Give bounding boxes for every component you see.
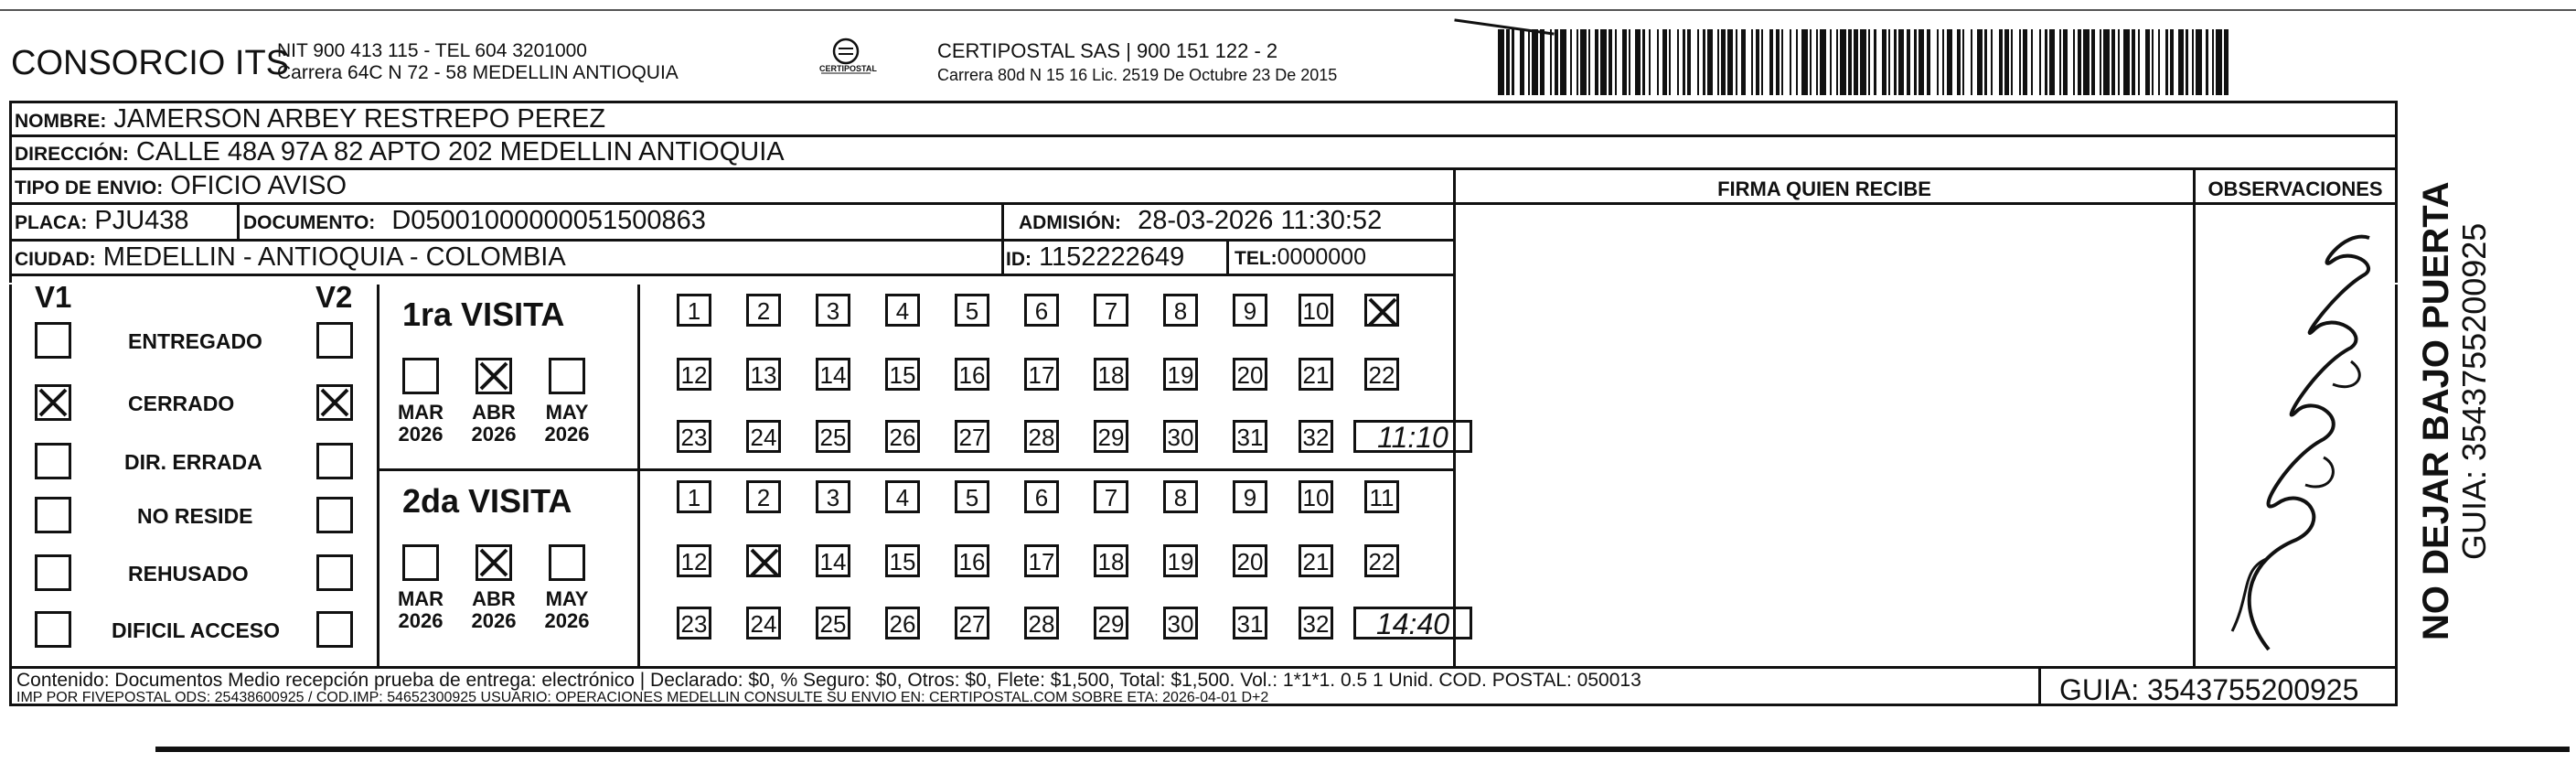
status-v2-checkbox[interactable]: [316, 384, 353, 421]
barcode-bar: [2196, 29, 2202, 95]
certipostal-logo-text: CERTIPOSTAL: [819, 64, 877, 73]
nombre-row: [15, 105, 605, 135]
barcode-bar: [1609, 29, 1612, 95]
visit-day-box[interactable]: 8: [1163, 294, 1198, 327]
footer-guia: GUIA: 3543755200925: [2059, 673, 2359, 706]
visit-day-box[interactable]: 28: [1024, 420, 1059, 453]
barcode-bar: [2073, 29, 2075, 95]
visit-day-box[interactable]: 29: [1094, 607, 1128, 639]
documento-row: [243, 207, 706, 237]
id-label: ID:: [1006, 249, 1031, 270]
visit-day-box[interactable]: 10: [1299, 294, 1333, 327]
certipostal-logo: [814, 37, 878, 82]
barcode-bar: [1820, 29, 1826, 95]
visit-row-divider: [377, 468, 1456, 471]
visit-day-box[interactable]: 21: [1299, 544, 1333, 577]
barcode-bar: [2078, 29, 2081, 95]
barcode-bar: [1703, 29, 1705, 95]
firma-label: FIRMA QUIEN RECIBE: [1717, 177, 1931, 200]
visit-day-box[interactable]: 8: [1163, 480, 1198, 513]
recipient-signature: [2196, 210, 2388, 668]
barcode-bar: [1962, 29, 1964, 95]
barcode-bar: [2019, 29, 2021, 95]
barcode-bar: [1769, 29, 1773, 95]
barcode-bar: [1741, 29, 1745, 95]
barcode-bar: [1721, 29, 1725, 95]
placa-label: PLACA:: [15, 212, 88, 233]
barcode-bar: [2158, 29, 2160, 95]
status-divider: [377, 285, 379, 666]
documento-label: DOCUMENTO:: [243, 212, 376, 233]
barcode-bar: [2152, 29, 2154, 95]
barcode-bar: [1874, 29, 1876, 95]
barcode-bar: [2132, 29, 2135, 95]
field-divider: [237, 202, 240, 239]
admision-label: ADMISIÓN:: [1019, 212, 1121, 233]
barcode-bar: [1914, 29, 1916, 95]
visit-month-checkbox[interactable]: [549, 544, 585, 581]
barcode-bar: [1642, 29, 1644, 95]
visit-day-box[interactable]: 7: [1094, 480, 1128, 513]
barcode-bar: [1580, 29, 1587, 95]
visit-month-label: MAY: [545, 587, 589, 610]
visit-day-box[interactable]: 27: [955, 420, 989, 453]
visit-day-box[interactable]: 16: [955, 358, 989, 391]
side-guia: GUIA: 3543755200925: [2455, 222, 2493, 560]
barcode-bar: [2216, 29, 2222, 95]
tipo-row: [15, 172, 347, 202]
barcode-bar: [2206, 29, 2207, 95]
barcode-bar: [1854, 29, 1857, 95]
barcode-bar: [1669, 29, 1671, 95]
visit-day-box[interactable]: 9: [1233, 294, 1267, 327]
barcode-bar: [2145, 29, 2149, 95]
barcode-bar: [1830, 29, 1832, 95]
status-v2-checkbox[interactable]: [316, 322, 353, 359]
barcode-bar: [2045, 29, 2047, 95]
barcode-bar: [1570, 29, 1572, 95]
ciudad-value: MEDELLIN - ANTIOQUIA - COLOMBIA: [102, 242, 566, 272]
barcode-bar: [1957, 29, 1961, 95]
visit-year-label: 2026: [471, 423, 517, 446]
nombre-value: JAMERSON ARBEY RESTREPO PEREZ: [113, 104, 606, 134]
barcode-bar: [1697, 29, 1699, 95]
visit-month-checkbox[interactable]: [402, 358, 439, 394]
visit-day-box[interactable]: [1364, 294, 1399, 327]
barcode-bar: [2111, 29, 2115, 95]
barcode-bar: [1512, 29, 1513, 95]
visit-day-box[interactable]: 30: [1163, 607, 1198, 639]
status-v1-checkbox[interactable]: [35, 384, 71, 421]
visit-day-box[interactable]: 16: [955, 544, 989, 577]
barcode-bar: [2178, 29, 2185, 95]
status-label: DIR. ERRADA: [124, 450, 262, 474]
tipo-label: TIPO DE ENVIO:: [15, 177, 164, 199]
barcode-bar: [2059, 29, 2061, 95]
barcode-bar: [2100, 29, 2101, 95]
barcode-bar: [1506, 29, 1510, 95]
barcode-bar: [1810, 29, 1812, 95]
status-v1-checkbox[interactable]: [35, 497, 71, 533]
barcode-bar: [1687, 29, 1691, 95]
barcode-bar: [1736, 29, 1737, 95]
visit-time-box[interactable]: 11:10: [1353, 420, 1472, 453]
barcode-bar: [1677, 29, 1679, 95]
barcode-bar: [1649, 29, 1651, 95]
certipostal-address: Carrera 80d N 15 16 Lic. 2519 De Octubre 23 De 2015: [937, 66, 1338, 84]
barcode-bar: [1727, 29, 1734, 95]
barcode-bar: [1555, 29, 1558, 95]
barcode-bar: [1707, 29, 1714, 95]
barcode-bar: [1971, 29, 1972, 95]
visit-day-box[interactable]: 18: [1094, 544, 1128, 577]
barcode-bar: [1801, 29, 1808, 95]
visit-title: 1ra VISITA: [402, 296, 565, 333]
barcode-bar: [2170, 29, 2174, 95]
visit-day-box[interactable]: 1: [677, 480, 711, 513]
tel-row: [1235, 243, 1366, 273]
visit-month-checkbox[interactable]: [476, 358, 512, 394]
visit-day-box[interactable]: 24: [746, 607, 781, 639]
visit-day-box[interactable]: 14: [816, 358, 850, 391]
visit-day-box[interactable]: 23: [677, 420, 711, 453]
status-label: NO RESIDE: [137, 504, 253, 528]
placa-row: [15, 207, 189, 237]
frame-right-edge: [2395, 101, 2398, 706]
visit-day-box[interactable]: 5: [955, 480, 989, 513]
barcode-bar: [1615, 29, 1617, 95]
barcode-bar: [1907, 29, 1910, 95]
barcode-bar: [2186, 29, 2187, 95]
field-divider: [1001, 202, 1004, 274]
visit-time-box[interactable]: 14:40: [1353, 607, 1472, 639]
visit-month-checkbox[interactable]: [402, 544, 439, 581]
tipo-value: OFICIO AVISO: [170, 171, 347, 200]
barcode-bar: [2138, 29, 2140, 95]
barcode-bar: [2023, 29, 2026, 95]
footer-print-info: IMP POR FIVEPOSTAL ODS: 25438600925 / COD.IMP: 54652300925 USUARIO: OPERACIONES MEDELLIN CONSULTE SU ENVIO EN: CERTIPOSTAL.COM SOBRE ETA: 2026-04-01 D+2: [16, 690, 1269, 705]
visit-day-box[interactable]: 12: [677, 358, 711, 391]
direccion-row: [15, 138, 785, 168]
barcode-bar: [1999, 29, 2003, 95]
visit-day-box[interactable]: 17: [1024, 358, 1059, 391]
visit-day-box[interactable]: 14: [816, 544, 850, 577]
barcode-bar: [1595, 29, 1598, 95]
barcode-bar: [1629, 29, 1630, 95]
visit-day-box[interactable]: 20: [1233, 358, 1267, 391]
visit-day-box[interactable]: 1: [677, 294, 711, 327]
visit-year-label: 2026: [471, 609, 517, 632]
certipostal-logo-icon: [814, 37, 878, 82]
visit-day-box[interactable]: 2: [746, 480, 781, 513]
barcode-bar: [2011, 29, 2013, 95]
visit-day-box[interactable]: 30: [1163, 420, 1198, 453]
visit-day-box[interactable]: 5: [955, 294, 989, 327]
barcode-bar: [1751, 29, 1753, 95]
status-label: CERRADO: [128, 392, 235, 415]
barcode-bar: [1898, 29, 1905, 95]
barcode-bar: [2083, 29, 2090, 95]
barcode-bar: [2031, 29, 2033, 95]
visit-day-box[interactable]: 26: [885, 420, 920, 453]
visit-day-box[interactable]: 26: [885, 607, 920, 639]
visit-day-box[interactable]: 28: [1024, 607, 1059, 639]
visit-day-box[interactable]: 24: [746, 420, 781, 453]
visit-day-box[interactable]: 32: [1299, 607, 1333, 639]
barcode-bar: [2091, 29, 2095, 95]
status-v1-checkbox[interactable]: [35, 611, 71, 648]
barcode-bar: [1577, 29, 1578, 95]
status-v1-checkbox[interactable]: [35, 443, 71, 479]
barcode-bar: [1540, 29, 1544, 95]
visit-year-label: 2026: [544, 609, 590, 632]
barcode-bar: [1528, 29, 1530, 95]
ciudad-row: [15, 243, 566, 274]
footer-contents: Contenido: Documentos Medio recepción prueba de entrega: electrónico | Declarado: $0, % Seguro: $0, Otros: $0, Flete: $1,500, Total: $1,500. Vol.: 1*1*1. 0.5 1 Unid. COD. POSTAL: 050013: [16, 670, 1641, 691]
visit-day-box[interactable]: 11: [1364, 480, 1399, 513]
visit-day-box[interactable]: 3: [816, 294, 850, 327]
visit-month-label: ABR: [472, 401, 516, 424]
visit-day-box[interactable]: 23: [677, 607, 711, 639]
barcode-bar: [1984, 29, 1986, 95]
visit-year-label: 2026: [398, 423, 444, 446]
visit-day-box[interactable]: 10: [1299, 480, 1333, 513]
visit-day-box[interactable]: 19: [1163, 358, 1198, 391]
barcode-bar: [2103, 29, 2110, 95]
visit-month-label: MAR: [397, 587, 444, 610]
visit-day-box[interactable]: 6: [1024, 294, 1059, 327]
barcode-bar: [2192, 29, 2194, 95]
visit-day-box[interactable]: 31: [1233, 607, 1267, 639]
status-v2-checkbox[interactable]: [316, 554, 353, 591]
barcode-bar: [1683, 29, 1684, 95]
barcode-bar: [1532, 29, 1538, 95]
visit-day-box[interactable]: 25: [816, 420, 850, 453]
admision-row: [1019, 207, 1382, 237]
tel-value: 0000000: [1277, 244, 1366, 270]
row-divider: [9, 202, 2398, 205]
visit-day-box[interactable]: 21: [1299, 358, 1333, 391]
visit-day-box[interactable]: 4: [885, 480, 920, 513]
barcode-bar: [1937, 29, 1939, 95]
visit-day-box[interactable]: 32: [1299, 420, 1333, 453]
visit-day-box[interactable]: 2: [746, 294, 781, 327]
barcode-bar: [1888, 29, 1890, 95]
direccion-value: CALLE 48A 97A 82 APTO 202 MEDELLIN ANTIOQUIA: [135, 137, 785, 167]
barcode-bar: [1560, 29, 1566, 95]
visit-month-label: ABR: [472, 587, 516, 610]
barcode-bar: [1662, 29, 1666, 95]
visit-day-box[interactable]: 4: [885, 294, 920, 327]
barcode-bar: [1947, 29, 1953, 95]
visit-month-label: MAY: [545, 401, 589, 424]
barcode-bar: [1927, 29, 1930, 95]
bottom-edge-line: [155, 747, 2570, 752]
visit-day-box[interactable]: 12: [677, 544, 711, 577]
barcode-bar: [1498, 29, 1504, 95]
status-label: REHUSADO: [128, 562, 249, 586]
visit-day-box[interactable]: 27: [955, 607, 989, 639]
side-warning: NO DEJAR BAJO PUERTA: [2416, 181, 2456, 640]
barcode-bar: [1840, 29, 1846, 95]
visit-day-box[interactable]: 9: [1233, 480, 1267, 513]
visit-day-box[interactable]: 22: [1364, 544, 1399, 577]
barcode-bar: [1790, 29, 1791, 95]
barcode-bar: [1600, 29, 1607, 95]
top-edge-line: [0, 9, 2576, 11]
visit-day-box[interactable]: 29: [1094, 420, 1128, 453]
visit-day-box[interactable]: 31: [1233, 420, 1267, 453]
barcode-bar: [1836, 29, 1838, 95]
barcode-bar: [2004, 29, 2008, 95]
barcode-bar: [1550, 29, 1552, 95]
visit-title: 2da VISITA: [402, 482, 572, 520]
visit-day-box[interactable]: 18: [1094, 358, 1128, 391]
nombre-label: NOMBRE:: [15, 111, 107, 132]
barcode-bar: [1717, 29, 1719, 95]
visit-month-checkbox[interactable]: [476, 544, 512, 581]
row-divider: [9, 274, 1456, 276]
barcode-bar: [1635, 29, 1641, 95]
barcode-bar: [1520, 29, 1523, 95]
tel-label: TEL:: [1235, 248, 1277, 269]
visit-day-box[interactable]: 20: [1233, 544, 1267, 577]
status-label: DIFICIL ACCESO: [112, 618, 281, 642]
row-spacer: [9, 283, 2398, 285]
visit-day-box[interactable]: 7: [1094, 294, 1128, 327]
barcode-bar: [1860, 29, 1866, 95]
ciudad-label: CIUDAD:: [15, 249, 96, 270]
visit-day-box[interactable]: 3: [816, 480, 850, 513]
id-value: 1152222649: [1039, 242, 1185, 272]
barcode-bar: [1657, 29, 1659, 95]
visit-day-box[interactable]: 15: [885, 358, 920, 391]
barcode-bar: [1942, 29, 1944, 95]
visit-year-label: 2026: [544, 423, 590, 446]
certipostal-info: CERTIPOSTAL SAS | 900 151 122 - 2: [937, 39, 1278, 62]
barcode: [1498, 29, 2229, 95]
visit-year-label: 2026: [398, 609, 444, 632]
status-v1-checkbox[interactable]: [35, 322, 71, 359]
barcode-bar: [2049, 29, 2056, 95]
barcode-bar: [1848, 29, 1852, 95]
observaciones-label: OBSERVACIONES: [2207, 177, 2383, 200]
admision-value: 28-03-2026 11:30:52: [1138, 206, 1383, 235]
barcode-bar: [2123, 29, 2130, 95]
barcode-bar: [1882, 29, 1886, 95]
documento-value: D05001000000051500863: [391, 206, 706, 235]
direccion-label: DIRECCIÓN:: [15, 144, 129, 165]
barcode-bar: [1761, 29, 1763, 95]
status-v1-checkbox[interactable]: [35, 554, 71, 591]
barcode-bar: [1622, 29, 1626, 95]
barcode-bar: [2165, 29, 2167, 95]
barcode-bar: [1868, 29, 1870, 95]
barcode-bar: [2063, 29, 2067, 95]
placa-value: PJU438: [94, 206, 189, 235]
status-v2-checkbox[interactable]: [316, 443, 353, 479]
barcode-bar: [1816, 29, 1818, 95]
barcode-bar: [1977, 29, 1983, 95]
barcode-bar: [2118, 29, 2120, 95]
status-v2-checkbox[interactable]: [316, 611, 353, 648]
visit-day-box[interactable]: 19: [1163, 544, 1198, 577]
visit-month-label: MAR: [397, 401, 444, 424]
company-name: CONSORCIO ITS: [11, 44, 290, 82]
company-address: Carrera 64C N 72 - 58 MEDELLIN ANTIOQUIA: [277, 62, 679, 83]
barcode-bar: [2224, 29, 2228, 95]
visit-day-box[interactable]: 17: [1024, 544, 1059, 577]
barcode-bar: [1796, 29, 1798, 95]
barcode-bar: [1781, 29, 1783, 95]
visit-day-box[interactable]: 6: [1024, 480, 1059, 513]
id-row: [1006, 243, 1184, 274]
visit-day-box[interactable]: 22: [1364, 358, 1399, 391]
row-divider: [9, 239, 1456, 242]
barcode-bar: [1756, 29, 1759, 95]
visit-divider: [637, 285, 640, 666]
field-divider: [1226, 239, 1229, 274]
company-nit: NIT 900 413 115 - TEL 604 3201000: [277, 40, 587, 61]
visit-day-box[interactable]: 15: [885, 544, 920, 577]
v1-label: V1: [35, 280, 72, 314]
status-label: ENTREGADO: [128, 329, 262, 353]
barcode-bar: [1588, 29, 1590, 95]
obs-divider: [2195, 202, 2398, 205]
barcode-bar: [2212, 29, 2214, 95]
visit-day-box[interactable]: [746, 544, 781, 577]
signature-left-divider: [1453, 167, 1456, 666]
barcode-bar: [2039, 29, 2041, 95]
barcode-bar: [1919, 29, 1925, 95]
visit-month-checkbox[interactable]: [549, 358, 585, 394]
footer-guia-divider: [2038, 666, 2041, 706]
barcode-bar: [1991, 29, 1993, 95]
visit-day-box[interactable]: 13: [746, 358, 781, 391]
v2-label: V2: [315, 280, 353, 314]
visit-day-box[interactable]: 25: [816, 607, 850, 639]
barcode-bar: [1776, 29, 1780, 95]
barcode-bar: [1894, 29, 1896, 95]
status-v2-checkbox[interactable]: [316, 497, 353, 533]
